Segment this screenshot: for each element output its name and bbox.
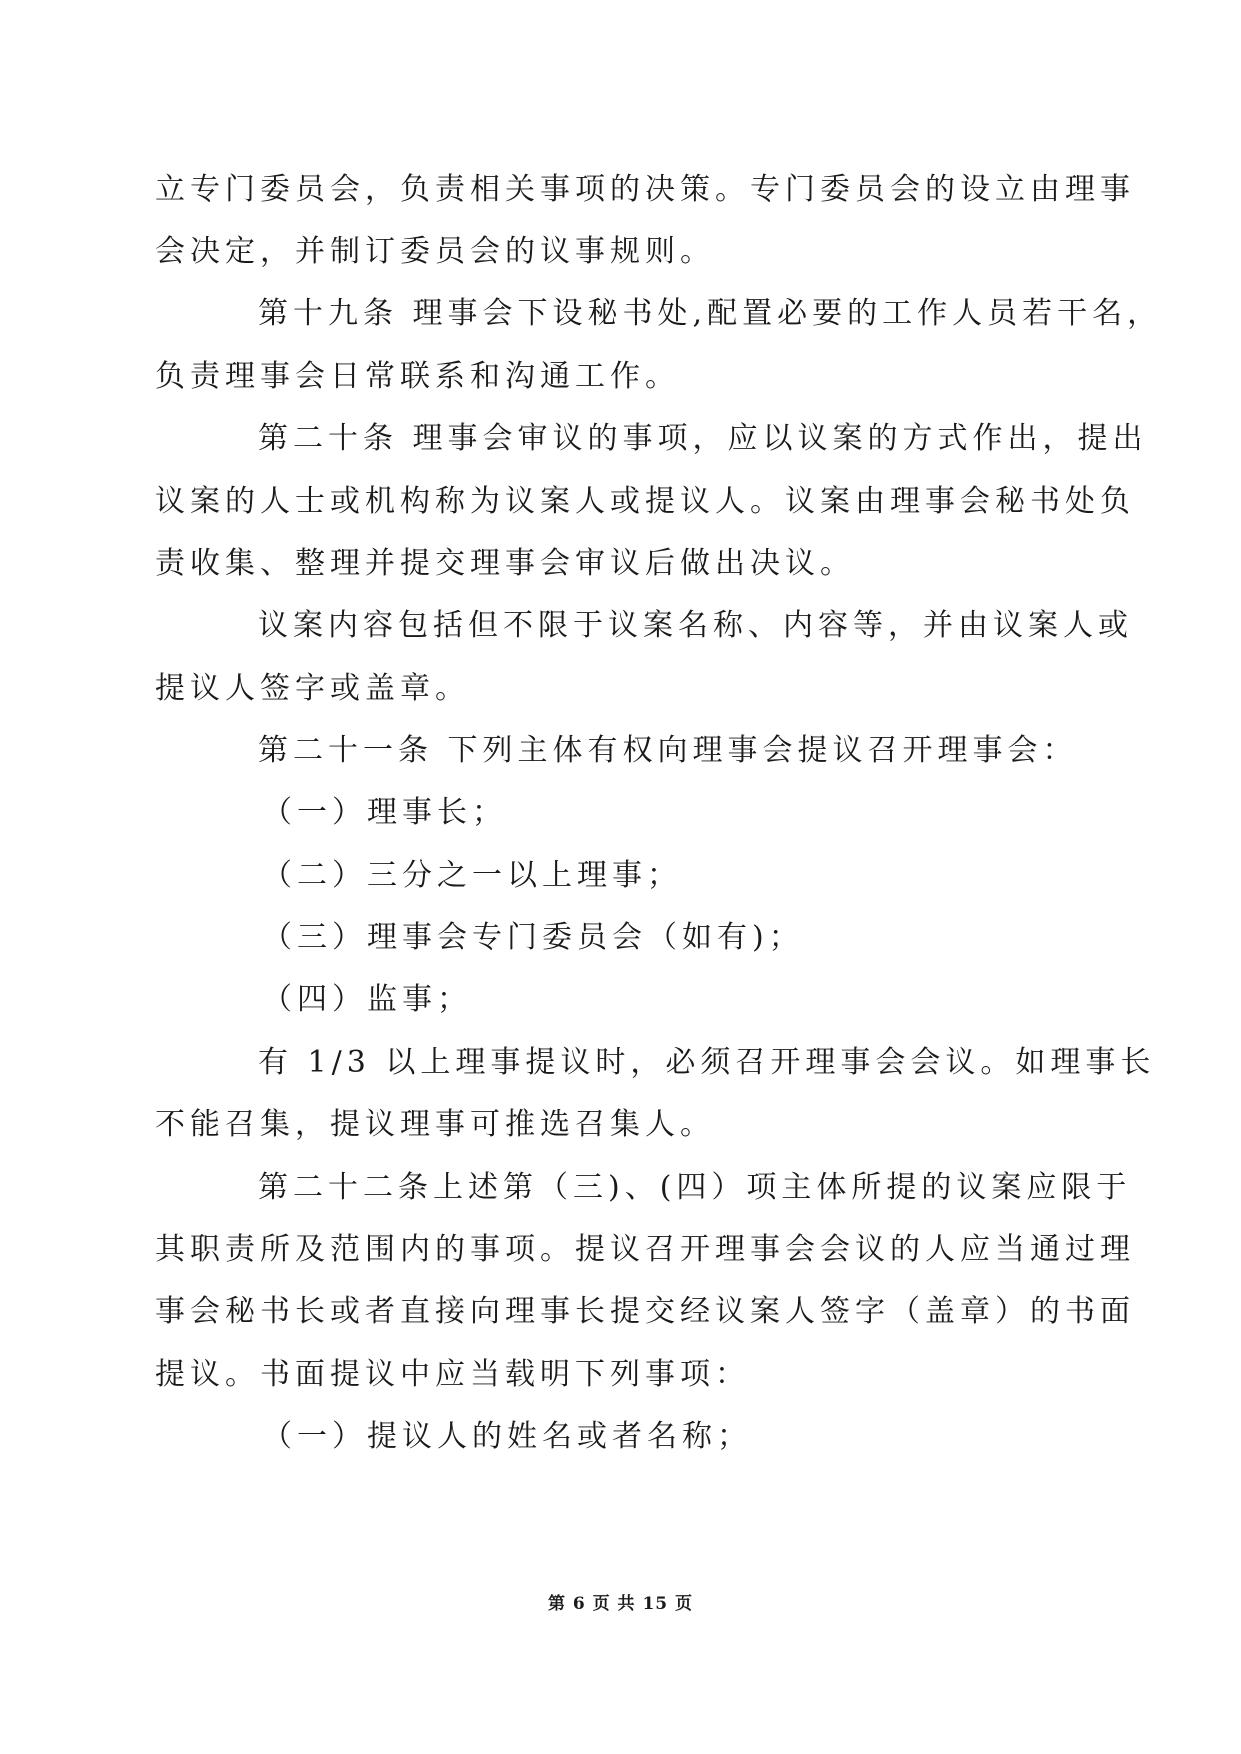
paragraph-line: 议案内容包括但不限于议案名称、内容等，并由议案人或 <box>258 608 1133 643</box>
body-line: 负责理事会日常联系和沟通工作。 <box>155 359 680 394</box>
body-line: 会决定，并制订委员会的议事规则。 <box>155 234 715 269</box>
list-item: （二）三分之一以上理事； <box>262 858 682 893</box>
article-21-line: 第二十一条 下列主体有权向理事会提议召开理事会： <box>258 733 1078 768</box>
body-line: 事会秘书长或者直接向理事长提交经议案人签字（盖章）的书面 <box>155 1294 1135 1329</box>
article-19-line: 第十九条 理事会下设秘书处,配置必要的工作人员若干名， <box>258 296 1163 331</box>
body-line: 不能召集，提议理事可推选召集人。 <box>155 1107 715 1142</box>
list-item: （三）理事会专门委员会（如有)； <box>262 920 804 955</box>
body-line: 提议。书面提议中应当载明下列事项： <box>155 1357 750 1392</box>
article-20-line: 第二十条 理事会审议的事项，应以议案的方式作出，提出 <box>258 421 1148 456</box>
body-line: 议案的人士或机构称为议案人或提议人。议案由理事会秘书处负 <box>155 484 1135 519</box>
list-item: （四）监事； <box>262 982 472 1017</box>
body-line: 提议人签字或盖章。 <box>155 671 470 706</box>
body-line: 责收集、整理并提交理事会审议后做出决议。 <box>155 546 855 581</box>
page-number-footer: 第 6 页 共 15 页 <box>547 1594 694 1614</box>
article-22-line: 第二十二条上述第（三)、(四）项主体所提的议案应限于 <box>258 1170 1132 1205</box>
list-item: （一）提议人的姓名或者名称； <box>262 1419 752 1454</box>
list-item: （一）理事长； <box>262 795 507 830</box>
body-line: 立专门委员会，负责相关事项的决策。专门委员会的设立由理事 <box>155 172 1135 207</box>
body-line: 其职责所及范围内的事项。提议召开理事会会议的人应当通过理 <box>155 1232 1135 1267</box>
paragraph-line: 有 1/3 以上理事提议时，必须召开理事会会议。如理事长 <box>258 1045 1156 1080</box>
